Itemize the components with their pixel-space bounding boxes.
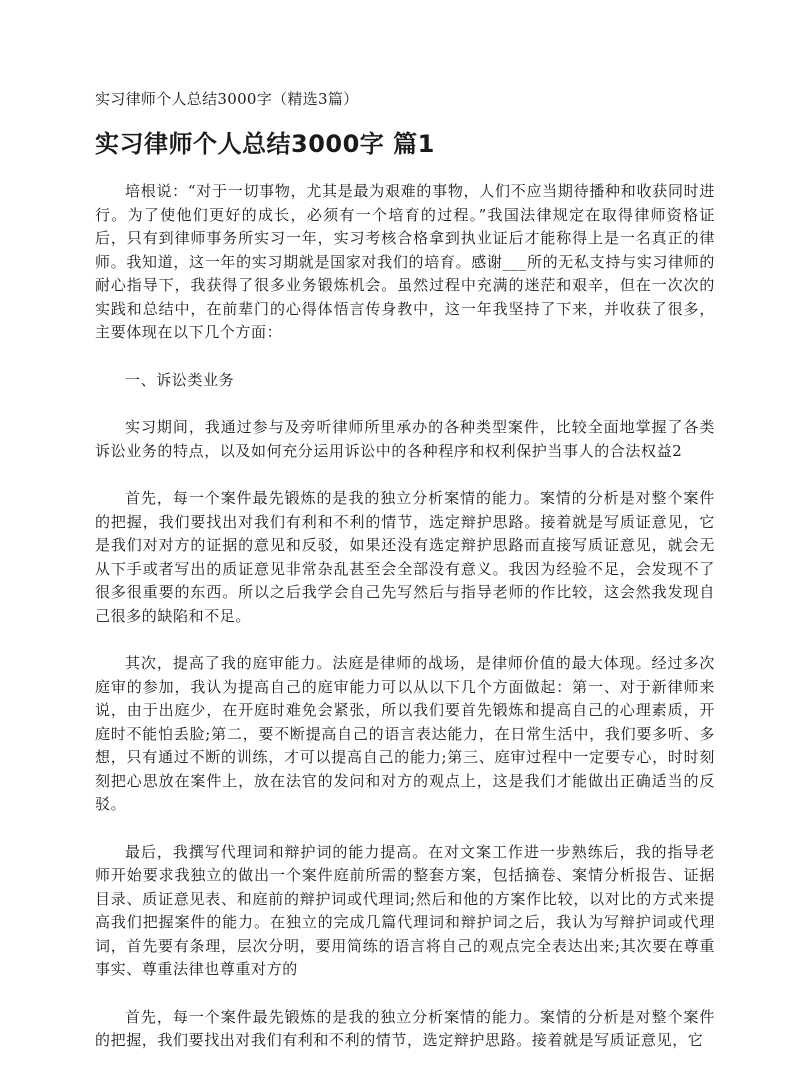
document-heading: 实习律师个人总结3000字 篇1 <box>95 130 435 158</box>
document-subtitle: 实习律师个人总结3000字（精选3篇） <box>95 90 359 108</box>
paragraph-internship: 实习期间，我通过参与及旁听律师所里承办的各种类型案件，比较全面地掌握了各类诉讼业务的特点，以及如何充分运用诉讼中的各种程序和权利保护当事人的合法权益2 <box>95 418 715 460</box>
paragraph-first: 首先，每一个案件最先锻炼的是我的独立分析案情的能力。案情的分析是对整个案件的把握，我们要找出对我们有利和不利的情节，选定辩护思路。接着就是写质证意见，它是我们对对方的证据的意见和反驳，如果还没有选定辩护思路而直接写质证意见，就会无从下手或者写出的质证意见非常杂乱甚至会全部没有意义。我因为经验不足，会发现不了很多很重要的东西。所以之后我学会自己先写然后与指导老师的作比较，这会然我发现自己很多的缺陷和不足。 <box>95 489 715 625</box>
paragraph-intro: 培根说：“对于一切事物，尤其是最为艰难的事物，人们不应当期待播种和收获同时进行。为了使他们更好的成长，必须有一个培育的过程。”我国法律规定在取得律师资格证后，只有到律师事务所实习一年，实习考核合格拿到执业证后才能称得上是一名真正的律师。我知道，这一年的实习期就是国家对我们的培育。感谢___所的无私支持与实习律师的耐心指导下，我获得了很多业务锻炼机会。虽然过程中充满的迷茫和艰辛，但在一次次的实践和总结中，在前辈门的心得体悟言传身教中，这一年我坚持了下来，并收获了很多，主要体现在以下几个方面： <box>95 182 715 341</box>
paragraph-second: 其次，提高了我的庭审能力。法庭是律师的战场，是律师价值的最大体现。经过多次庭审的参加，我认为提高自己的庭审能力可以从以下几个方面做起：第一、对于新律师来说，由于出庭少，在开庭时难免会紧张，所以我们要首先锻炼和提高自己的心理素质，开庭时不能怕丢脸;第二，要不断提高自己的语言表达能力，在日常生活中，我们要多听、多想，只有通过不断的训练，才可以提高自己的能力;第三、庭审过程中一定要专心，时时刻刻把心思放在案件上，放在法官的发问和对方的观点上，这是我们才能做出正确适当的反驳。 <box>95 654 715 813</box>
document-page <box>95 88 715 1077</box>
paragraph-last: 最后，我撰写代理词和辩护词的能力提高。在对文案工作进一步熟练后，我的指导老师开始要求我独立的做出一个案件庭前所需的整套方案，包括摘卷、案情分析报告、证据目录、质证意见表、和庭前的辩护词或代理词;然后和他的方案作比较，以对比的方式来提高我们把握案件的能力。在独立的完成几篇代理词和辩护词之后，我认为写辩护词或代理词，首先要有条理，层次分明，要用简练的语言将自己的观点完全表达出来;其次要在尊重事实、尊重法律也尊重对方的 <box>95 842 715 978</box>
paragraph-first-repeat: 首先，每一个案件最先锻炼的是我的独立分析案情的能力。案情的分析是对整个案件的把握，我们要找出对我们有利和不利的情节，选定辩护思路。接着就是写质证意见，它 <box>95 1007 715 1049</box>
section-title-litigation: 一、诉讼类业务 <box>125 370 235 389</box>
